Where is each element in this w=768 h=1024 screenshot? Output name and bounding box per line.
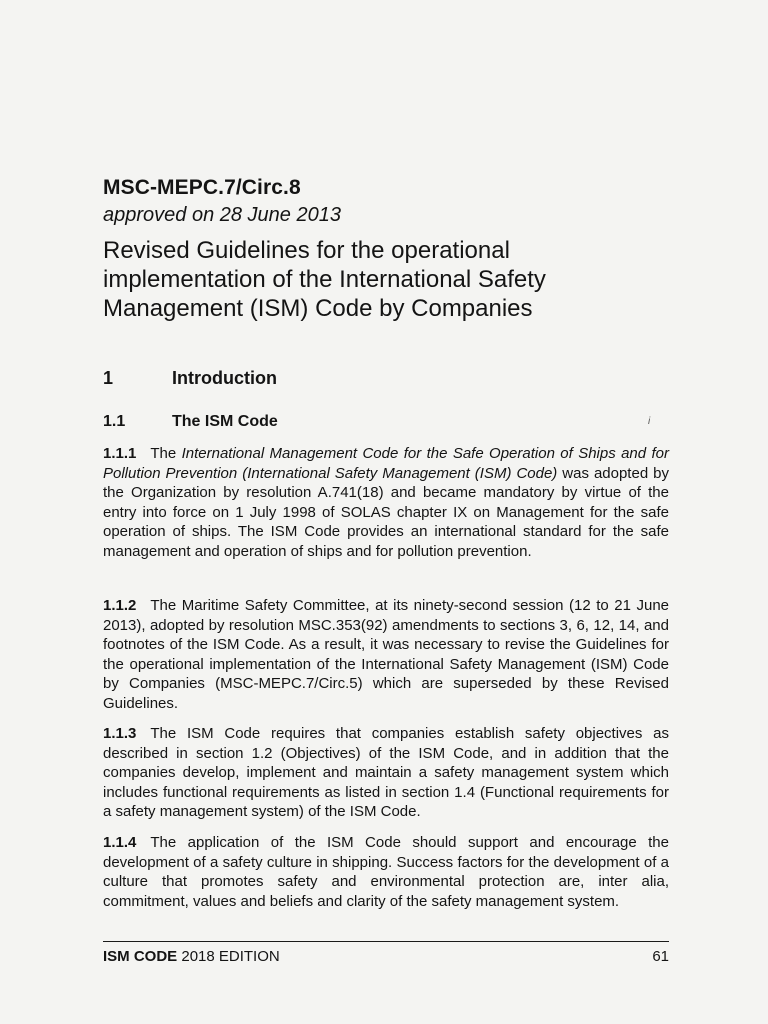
paragraph-text: was adopted by the Organization by resolution A.741(18) and became mandatory by virtue of the entry into force on 1 July 1998 of SOLAS chapter IX on Management for the safe operation of ships. The ISM Code provides an international standard for the safe management and operation of ships and for pollution prevention. [103,464,669,560]
paragraph-number: 1.1.1 [103,445,137,462]
footer-code-name: ISM CODE [103,948,178,965]
code-full-name: International Management Code for the Safe Operation of Ships and for Pollution Prevention (International Safety Management (ISM) Code) [103,445,669,482]
paragraph-number: 1.1.4 [103,834,137,851]
subsection-number: 1.1 [103,413,126,430]
paragraph-1-1-2 [103,596,669,714]
document-title: Revised Guidelines for the operational implementation of the International Safety Management (ISM) Code by Companies [103,237,546,322]
stray-mark: i [648,416,651,427]
document-page [103,0,669,1024]
paragraph-1-1-3 [103,724,669,822]
paragraph-text: The ISM Code requires that companies establish safety objectives as described in section 1.2 (Objectives) of the ISM Code, and in addition that the companies develop, implement and maintain a safety management system which includes functional requirements as listed in section 1.4 (Functional requirements for a safety management system) of the ISM Code. [103,725,669,821]
approval-date: approved on 28 June 2013 [103,204,341,226]
footer-divider [103,941,669,942]
paragraph-number: 1.1.3 [103,725,137,742]
footer-edition-text: 2018 EDITION [177,948,280,965]
paragraph-lead: The [150,445,182,462]
page-number: 61 [652,948,669,965]
subsection-title: The ISM Code [172,413,278,430]
paragraph-text: The Maritime Safety Committee, at its ninety-second session (12 to 21 June 2013), adopted by resolution MSC.353(92) amendments to sections 3, 6, 12, 14, and footnotes of the ISM Code. As a result, it was necessary to revise the Guidelines for the operational implementation of the International Safety Management (ISM) Code by Companies (MSC-MEPC.7/Circ.5) which are superseded by these Revised Guidelines. [103,597,669,712]
section-number: 1 [103,368,114,388]
circular-id: MSC-MEPC.7/Circ.8 [103,176,301,199]
paragraph-text: The application of the ISM Code should support and encourage the development of a safety culture in shipping. Success factors for the development of a culture that promotes safety and environmental protection are, inter alia, commitment, values and beliefs and clarity of the safety management system. [103,834,669,910]
section-title: Introduction [172,368,277,388]
paragraph-1-1-4 [103,833,669,911]
paragraph-number: 1.1.2 [103,597,137,614]
paragraph-1-1-1 [103,444,669,562]
footer-edition [103,948,280,965]
